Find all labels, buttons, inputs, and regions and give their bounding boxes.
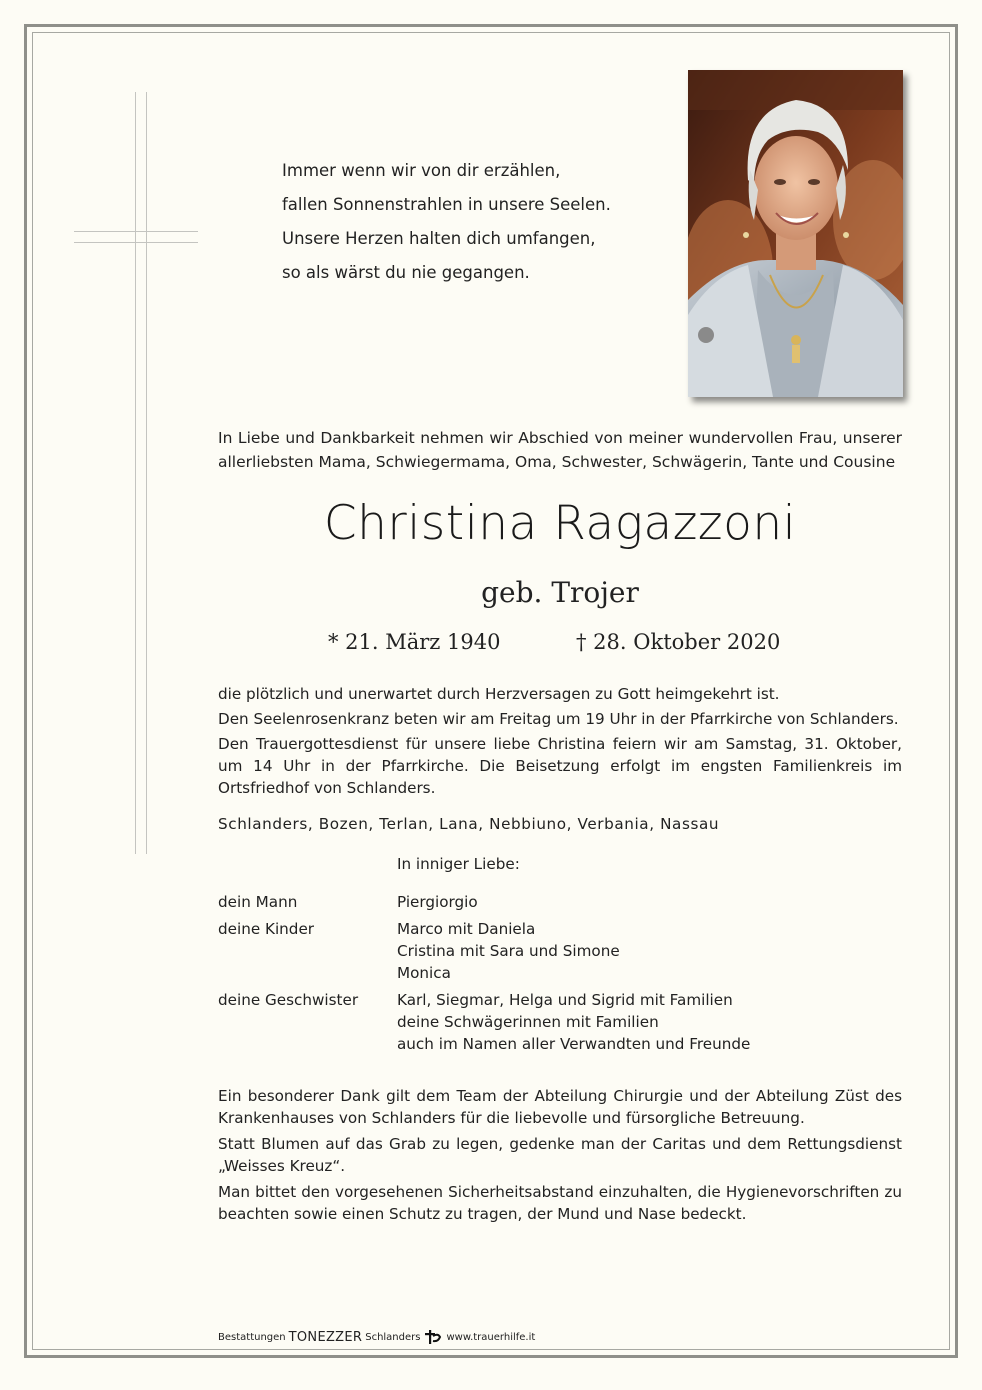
mourner-name: Monica bbox=[397, 964, 451, 982]
closing-paragraph: Ein besonderer Dank gilt dem Team der Abteilung Chirurgie und der Abteilung Züst des Krankenhauses von Schlanders für die liebevolle und fürsorgliche Betreuung. bbox=[218, 1087, 902, 1127]
mourner-name: Karl, Siegmar, Helga und Sigrid mit Familien bbox=[397, 991, 733, 1009]
cross-line bbox=[74, 242, 198, 243]
poem-line: fallen Sonnenstrahlen in unsere Seelen. bbox=[282, 195, 611, 214]
deceased-name: Christina Ragazzoni bbox=[323, 496, 797, 551]
mourner-row bbox=[218, 918, 902, 984]
announcement-text bbox=[218, 683, 902, 802]
closing-text bbox=[218, 1085, 902, 1229]
poem-line: so als wärst du nie gegangen. bbox=[282, 263, 530, 282]
portrait-photo bbox=[688, 70, 903, 397]
mourners-list bbox=[218, 891, 902, 1060]
closing-paragraph: Man bittet den vorgesehenen Sicherheitsabstand einzuhalten, die Hygienevorschriften zu beachten sowie einen Schutz zu tragen, der Mund und Nase bedeckt. bbox=[218, 1183, 902, 1223]
cross-line bbox=[135, 92, 136, 854]
footer-website: www.trauerhilfe.it bbox=[446, 1331, 536, 1343]
mourner-row bbox=[218, 891, 902, 913]
announcement-paragraph: Den Trauergottesdienst für unsere liebe Christina feiern wir am Samstag, 31. Oktober, um 14 Uhr in der Pfarrkirche. Die Beisetzung erfolgt im engsten Familienkreis im Ortsfriedhof von Schlanders. bbox=[218, 735, 902, 797]
footer-place: Schlanders bbox=[365, 1331, 421, 1343]
poem-line: Unsere Herzen halten dich umfangen, bbox=[282, 229, 596, 248]
cross-line bbox=[146, 92, 147, 854]
places-list: Schlanders, Bozen, Terlan, Lana, Nebbiuno, Verbania, Nassau bbox=[218, 815, 720, 833]
closing-paragraph: Statt Blumen auf das Grab zu legen, gedenke man der Caritas und dem Rettungsdienst „Weisses Kreuz“. bbox=[218, 1135, 902, 1175]
announcement-paragraph: die plötzlich und unerwartet durch Herzversagen zu Gott heimgekehrt ist. bbox=[218, 685, 780, 703]
poem bbox=[282, 154, 662, 290]
mourner-relation: dein Mann bbox=[218, 893, 298, 911]
mourner-row bbox=[218, 989, 902, 1055]
death-date: † 28. Oktober 2020 bbox=[576, 630, 781, 654]
maiden-name: geb. Trojer bbox=[481, 576, 639, 609]
footer-prefix: Bestattungen bbox=[218, 1331, 286, 1343]
mourner-name: Cristina mit Sara und Simone bbox=[397, 942, 620, 960]
announcement-paragraph: Den Seelenrosenkranz beten wir am Freitag um 19 Uhr in der Pfarrkirche von Schlanders. bbox=[218, 710, 899, 728]
mourner-name: Marco mit Daniela bbox=[397, 920, 536, 938]
intro-text: In Liebe und Dankbarkeit nehmen wir Abschied von meiner wundervollen Frau, unserer allerliebsten Mama, Schwiegermama, Oma, Schwester, Schwägerin, Tante und Cousine bbox=[218, 429, 902, 471]
mourner-relation: deine Geschwister bbox=[218, 991, 359, 1009]
mourner-name: Piergiorgio bbox=[397, 893, 478, 911]
mourner-name: deine Schwägerinnen mit Familien bbox=[397, 1013, 659, 1031]
birth-date: * 21. März 1940 bbox=[328, 630, 501, 654]
poem-line: Immer wenn wir von dir erzählen, bbox=[282, 161, 561, 180]
mourner-relation: deine Kinder bbox=[218, 920, 315, 938]
mourners-heading: In inniger Liebe: bbox=[397, 855, 520, 873]
footer-brand: TONEZZER bbox=[288, 1329, 363, 1345]
funeral-logo-icon bbox=[424, 1329, 442, 1345]
funeral-home-footer bbox=[218, 1328, 535, 1346]
mourner-name: auch im Namen aller Verwandten und Freunde bbox=[397, 1035, 751, 1053]
